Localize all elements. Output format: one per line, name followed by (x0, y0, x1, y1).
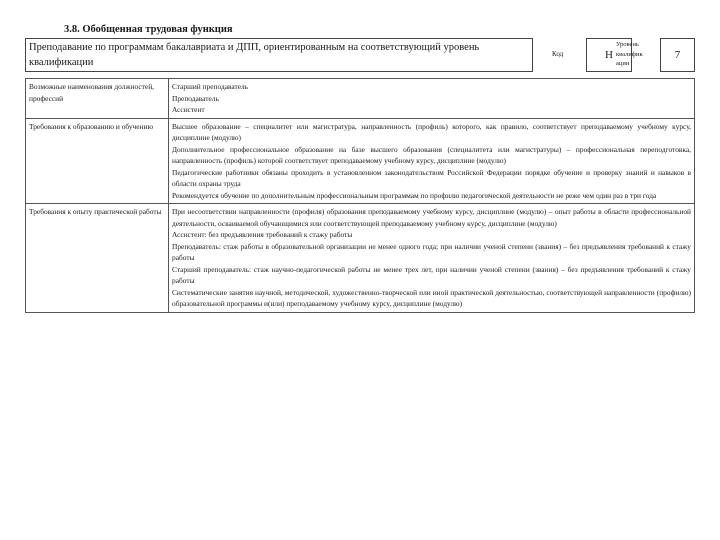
level-label: Уровень квалифик ации (616, 41, 643, 67)
function-header (25, 38, 695, 74)
list-item: При несоответствии направленности (профиля) образования преподаваемому учебному курсу, дисциплине (модулю) – опыт работы в области профессиональной деятельности, осваиваемой обучающимися или соответствующей преподаваемому учебному курсу, дисциплине (модулю) (172, 207, 691, 228)
function-name: Преподавание по программам бакалавриата и ДПП, ориентированным на соответствующий уровень квалификации (25, 38, 533, 72)
list-item: Дополнительное профессиональное образование на базе высшего образования (специалитета или магистратуры) – профессиональная переподготовка, направленность (профиль) которой соответствует преподаваемому учебному курсу, дисциплине (модулю) (172, 144, 691, 165)
list-item: Преподаватель (172, 93, 219, 103)
table-row (26, 118, 695, 204)
row-content (169, 204, 695, 313)
list-item: Систематические занятия научной, методической, художественно-творческой или иной практической деятельностью, соответствующей направленности (профилю) образовательной программы и(или) преподаваемому учебному курсу, дисциплине (модулю) (172, 287, 691, 308)
section-title: 3.8. Обобщенная трудовая функция (64, 24, 233, 35)
list-item: Старший преподаватель (172, 82, 249, 91)
level-value: 7 (660, 38, 695, 72)
list-item: Высшее образование – специалитет или магистратура, направленность (профиль) которого, как правило, соответствует преподаваемому учебному курсу, дисциплине (модулю) (172, 121, 691, 142)
list-item: Старший преподаватель: стаж научно-педагогической работы не менее трех лет, при наличии ученой степени (звания) – без предъявления требований к стажу работы (172, 264, 691, 285)
row-content (169, 118, 695, 204)
row-content (169, 79, 695, 119)
table-row (26, 204, 695, 313)
list-item: Педагогические работники обязаны проходить в установленном законодательством Российской Федерации порядке обучение и проверку знаний и навыков в области охраны труда (172, 167, 691, 188)
requirements-table (25, 78, 695, 313)
table-row (26, 79, 695, 119)
row-label: Требования к опыту практической работы (26, 204, 169, 313)
row-label: Требования к образованию и обучению (26, 118, 169, 204)
list-item: Ассистент: без предъявления требований к стажу работы (172, 230, 353, 239)
row-label: Возможные наименования должностей, профессий (26, 79, 169, 119)
list-item: Рекомендуется обучение по дополнительным профессиональным программам по профилю педагогической деятельности не реже чем один раз в три года (172, 190, 657, 200)
code-value: Н (586, 38, 632, 72)
code-label: Код (552, 50, 564, 58)
list-item: Преподаватель: стаж работы в образовательной организации не менее одного года; при наличии ученой степени (звания) – без предъявления требований к стажу работы (172, 241, 691, 262)
list-item: Ассистент (172, 105, 205, 114)
